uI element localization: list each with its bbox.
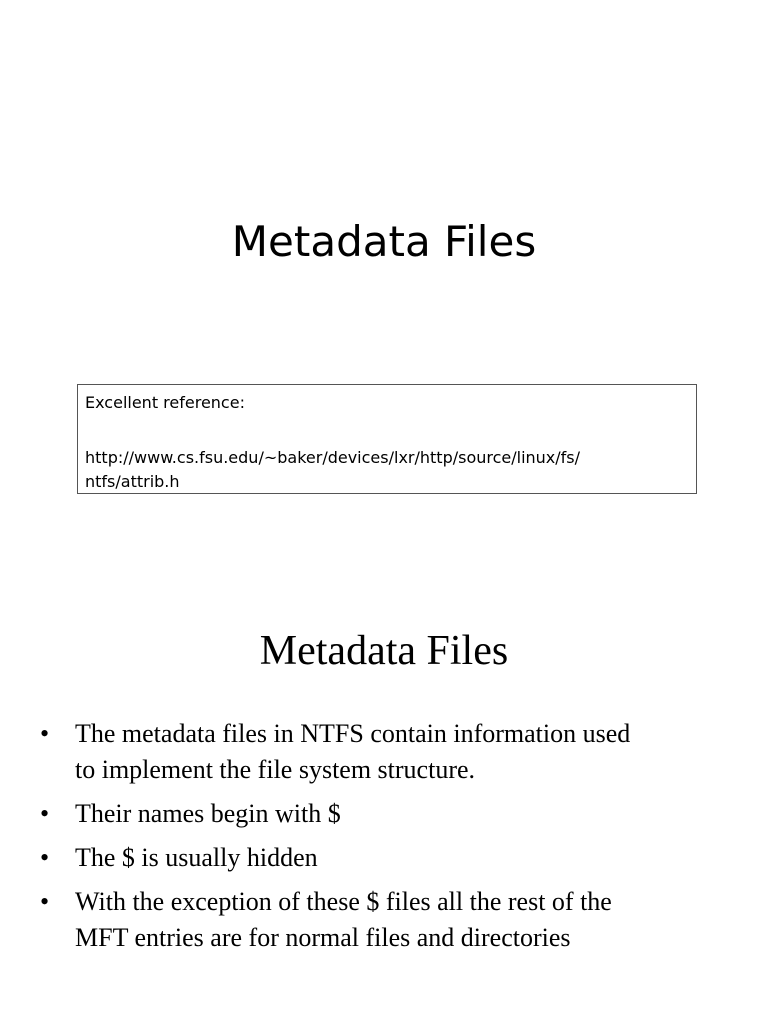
bullet-text-line: Their names begin with $ — [75, 799, 341, 828]
notes-title: Metadata Files — [259, 628, 509, 674]
bullet-text-line: to implement the file system structure. — [75, 755, 476, 784]
bullet-text-line: The metadata files in NTFS contain information used — [75, 719, 631, 748]
slide-title: Metadata Files — [231, 217, 537, 266]
reference-url-line-2: ntfs/attrib.h — [85, 472, 180, 491]
bullet-item — [40, 796, 730, 832]
bullet-item — [40, 840, 730, 876]
bullet-dot-icon: • — [40, 719, 50, 748]
bullet-item — [40, 716, 730, 788]
bullet-text-line: With the exception of these $ files all the rest of the — [75, 887, 612, 916]
bullet-item — [40, 884, 730, 956]
reference-url-line-1: http://www.cs.fsu.edu/~baker/devices/lxr/http/source/linux/fs/ — [85, 448, 581, 467]
bullet-dot-icon: • — [40, 887, 50, 916]
bullet-dot-icon: • — [40, 843, 50, 872]
bullet-text-line: MFT entries are for normal files and directories — [75, 923, 571, 952]
note-spacer — [85, 415, 689, 446]
bullet-text-line: The $ is usually hidden — [75, 843, 318, 872]
bullet-list — [40, 716, 730, 964]
bullet-dot-icon: • — [40, 799, 50, 828]
reference-label: Excellent reference: — [85, 393, 245, 412]
reference-note-box — [77, 384, 697, 494]
